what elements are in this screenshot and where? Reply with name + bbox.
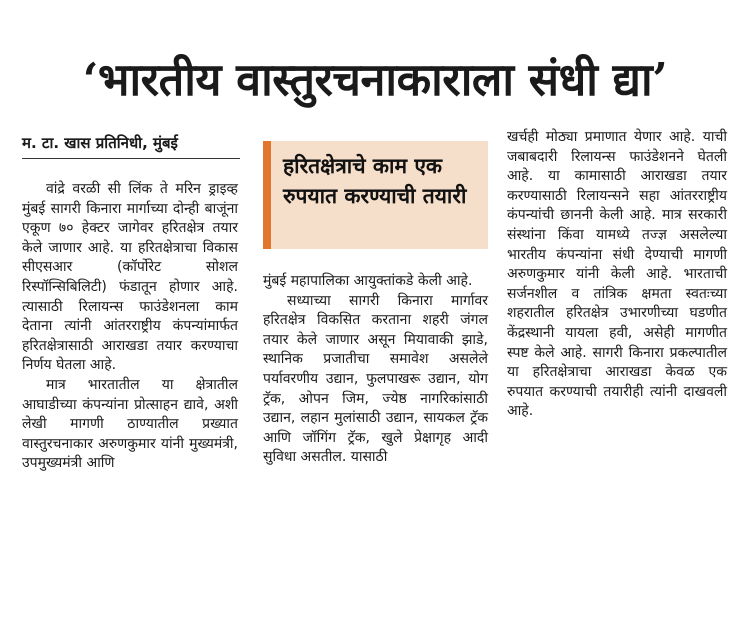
column1-paragraph-1: वांद्रे वरळी सी लिंक ते मरिन ड्राइव्ह मुंबई सागरी किनारा मार्गाच्या दोन्ही बाजूंना एकूण ७० हेक्टर जागेवर हरितक्षेत्र तयार केले जाणार आहे. या हरितक्षेत्राचा विकास सीएसआर (कॉर्पोरेट सोशल रिस्पॉन्सिबिलिटी) फंडातून होणार आहे. त्यासाठी रिलायन्स फाउंडेशनला काम देताना त्यांनी आंतरराष्ट्रीय कंपन्यांमार्फत हरितक्षेत्रासाठी आराखडा तयार करण्याचा निर्णय घेतला आहे. — [22, 181, 238, 374]
article-column-3 — [507, 128, 727, 422]
column2-paragraph-2: सध्याच्या सागरी किनारा मार्गावर हरितक्षेत्र विकसित करताना शहरी जंगल तयार केले जाणार असून मियावाकी झाडे, स्थानिक प्रजातीचा समावेश असलेले पर्यावरणीय उद्यान, फुलपाखरू उद्यान, योग ट्रॅक, ओपन जिम, ज्येष्ठ नागरिकांसाठी उद्यान, लहान मुलांसाठी उद्यान, सायकल ट्रॅक आणि जॉगिंग ट्रॅक, खुले प्रेक्षागृह आदी सुविधा असतील. यासाठी — [263, 292, 488, 466]
headline: ‘भारतीय वास्तुरचनाकाराला संधी द्या’ — [82, 53, 668, 106]
column1-paragraph-2: मात्र भारतातील या क्षेत्रातील आघाडीच्या कंपन्यांना प्रोत्साहन द्यावे, अशी लेखी मागणी ठाण्यातील प्रख्यात वास्तुरचनाकार अरुणकुमार यांनी मुख्यमंत्री, उपमुख्यमंत्री आणि — [22, 376, 238, 472]
byline: म. टा. खास प्रतिनिधी, मुंबई — [22, 133, 240, 159]
subhead-accent-bar — [263, 141, 271, 249]
subhead-text: हरितक्षेत्राचे काम एक रुपयात करण्याची तयारी — [283, 154, 467, 208]
column3-paragraph-1: खर्चही मोठ्या प्रमाणात येणार आहे. याची जबाबदारी रिलायन्स फाउंडेशनने घेतली आहे. या कामासाठी आराखडा तयार करण्यासाठी रिलायन्सने सहा आंतरराष्ट्रीय कंपन्यांची छाननी केली आहे. मात्र सरकारी संस्थांना किंवा यामध्ये तज्ज्ञ असलेल्या भारतीय कंपन्यांना संधी देण्याची मागणी अरुणकुमार यांनी केली आहे. भारताची सर्जनशील व तांत्रिक क्षमता स्वतःच्या शहरातील हरितक्षेत्र उभारणीच्या घडणीत केंद्रस्थानी यायला हवी, असेही मागणीत स्पष्ट केले आहे. सागरी किनारा प्रकल्पातील या हरितक्षेत्राचा आराखडा केवळ एक रुपयात करण्याची तयारीही त्यांनी दाखवली आहे. — [507, 129, 727, 420]
article-column-2 — [263, 272, 488, 468]
column2-paragraph-1: मुंबई महापालिका आयुक्तांकडे केली आहे. — [263, 273, 473, 289]
article-column-1 — [22, 180, 238, 474]
subhead-box — [263, 141, 488, 249]
